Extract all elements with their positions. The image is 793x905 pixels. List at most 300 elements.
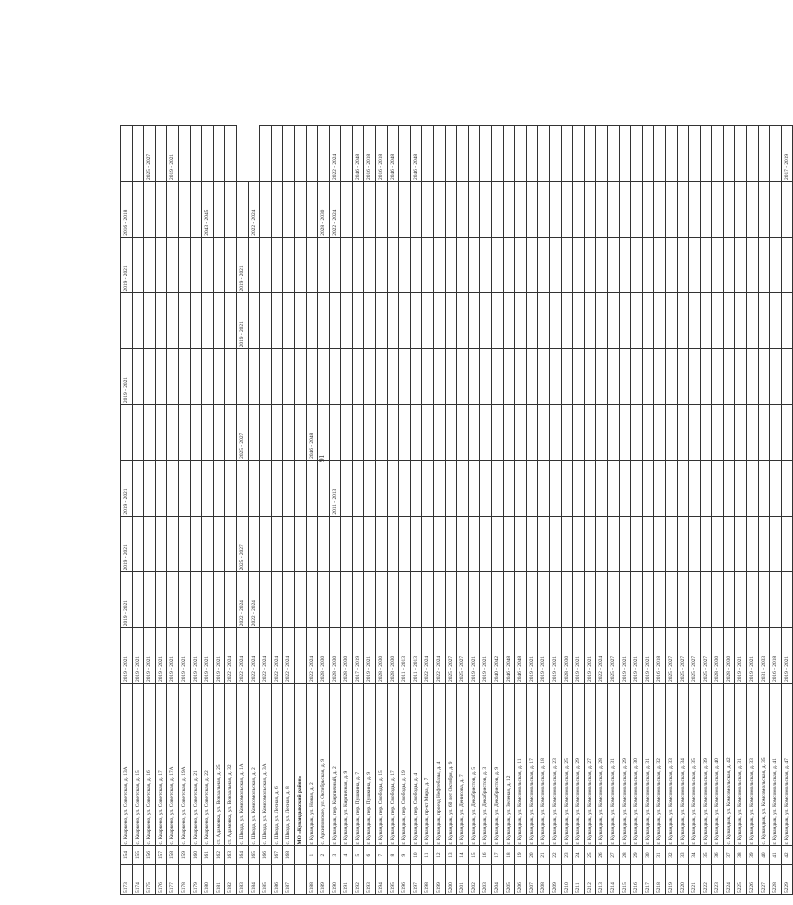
- cell-period: [735, 237, 747, 293]
- cell-period: 2028 - 2030: [712, 628, 724, 684]
- table-row: [584, 126, 596, 895]
- cell-period: [654, 349, 666, 405]
- cell-period: [283, 293, 295, 349]
- cell-row-number: 9: [399, 846, 411, 864]
- cell-record-id: 5202: [468, 864, 480, 894]
- cell-period: [538, 237, 550, 293]
- cell-period: [190, 181, 202, 237]
- table-row: [480, 126, 492, 895]
- cell-period: [341, 572, 353, 628]
- cell-period: [318, 572, 330, 628]
- cell-address: с. Шкода, ул. Комсомольская, д. 2: [248, 683, 260, 846]
- cell-period: [758, 405, 770, 461]
- cell-record-id: 5216: [631, 864, 643, 894]
- cell-period: 2028 - 2030: [329, 628, 341, 684]
- cell-period: [457, 516, 469, 572]
- table-row: [121, 126, 133, 895]
- cell-period: [190, 126, 202, 182]
- cell-period: 2019 - 2021: [549, 628, 561, 684]
- cell-address: с. Кваркено, ул. Советская, д. 16: [144, 683, 156, 846]
- cell-period: [260, 460, 272, 516]
- cell-period: [387, 237, 399, 293]
- cell-period: [677, 460, 689, 516]
- cell-period: [294, 181, 306, 237]
- cell-period: [329, 405, 341, 461]
- cell-address: г. Кувандык, ул. Кирпичная, д. 9: [341, 683, 353, 846]
- cell-period: [434, 237, 446, 293]
- cell-period: [260, 293, 272, 349]
- cell-record-id: 5174: [132, 864, 144, 894]
- cell-address: г. Кувандык, ул. Комсомольская, д. 28: [596, 683, 608, 846]
- cell-row-number: 2: [318, 846, 330, 864]
- cell-period: [573, 349, 585, 405]
- table-row: [318, 126, 330, 895]
- cell-period: [306, 126, 318, 182]
- cell-period: 2019 - 2021: [747, 628, 759, 684]
- table-row: [144, 126, 156, 895]
- cell-period: [155, 181, 167, 237]
- cell-period: 2019 - 2021: [121, 572, 133, 628]
- cell-period: [584, 405, 596, 461]
- cell-period: [364, 405, 376, 461]
- cell-period: 2019 - 2021: [236, 237, 248, 293]
- cell-period: [445, 460, 457, 516]
- cell-period: [689, 349, 701, 405]
- cell-period: [526, 516, 538, 572]
- cell-period: [387, 293, 399, 349]
- cell-record-id: 5180: [202, 864, 214, 894]
- cell-record-id: 5196: [399, 864, 411, 894]
- table-row: [747, 126, 759, 895]
- cell-period: [399, 349, 411, 405]
- table-row: [573, 126, 585, 895]
- cell-record-id: 5210: [561, 864, 573, 894]
- cell-period: 2022 - 2024: [271, 628, 283, 684]
- table-row: [341, 126, 353, 895]
- cell-period: [318, 405, 330, 461]
- cell-record-id: 5203: [480, 864, 492, 894]
- cell-period: [376, 516, 388, 572]
- cell-period: [712, 572, 724, 628]
- cell-period: [167, 516, 179, 572]
- cell-period: [526, 405, 538, 461]
- cell-period: 2019 - 2021: [781, 628, 793, 684]
- cell-period: [167, 460, 179, 516]
- cell-period: [155, 349, 167, 405]
- cell-period: [318, 516, 330, 572]
- cell-row-number: 166: [260, 846, 272, 864]
- cell-period: [167, 237, 179, 293]
- cell-period: [144, 349, 156, 405]
- cell-period: [294, 516, 306, 572]
- cell-period: [329, 293, 341, 349]
- cell-row-number: 12: [434, 846, 446, 864]
- cell-period: [225, 405, 237, 461]
- cell-period: [480, 572, 492, 628]
- cell-record-id: 5195: [387, 864, 399, 894]
- cell-period: [723, 405, 735, 461]
- cell-period: 2017 - 2019: [352, 628, 364, 684]
- cell-period: [700, 293, 712, 349]
- cell-period: [167, 572, 179, 628]
- table-row: [468, 126, 480, 895]
- cell-period: 2025 - 2027: [236, 516, 248, 572]
- cell-row-number: 40: [758, 846, 770, 864]
- cell-period: [434, 293, 446, 349]
- cell-period: [723, 181, 735, 237]
- cell-address: с. Кваркено, ул. Советская, д. 17А: [167, 683, 179, 846]
- cell-period: [654, 181, 666, 237]
- cell-period: [260, 349, 272, 405]
- cell-period: [329, 516, 341, 572]
- cell-record-id: 5186: [271, 864, 283, 894]
- cell-period: 2046 - 2048: [306, 405, 318, 461]
- cell-period: [503, 126, 515, 182]
- cell-period: [503, 237, 515, 293]
- cell-row-number: 26: [596, 846, 608, 864]
- cell-period: [735, 572, 747, 628]
- cell-period: [271, 349, 283, 405]
- cell-period: [410, 516, 422, 572]
- cell-period: 2028 - 2030: [723, 628, 735, 684]
- cell-period: [422, 293, 434, 349]
- cell-period: [503, 405, 515, 461]
- cell-period: [492, 237, 504, 293]
- cell-period: [283, 237, 295, 293]
- cell-period: 2025 - 2027: [236, 405, 248, 461]
- cell-period: [700, 126, 712, 182]
- cell-period: [480, 293, 492, 349]
- cell-record-id: 5223: [712, 864, 724, 894]
- cell-period: [434, 460, 446, 516]
- table-row: [410, 126, 422, 895]
- cell-period: [155, 126, 167, 182]
- cell-period: 2028 - 2030: [376, 628, 388, 684]
- cell-period: [410, 460, 422, 516]
- cell-address: с. Шкода, ул. Лесная, д. 6: [271, 683, 283, 846]
- cell-period: [677, 237, 689, 293]
- cell-period: [236, 349, 248, 405]
- cell-period: [294, 460, 306, 516]
- cell-period: 2019 - 2021: [167, 628, 179, 684]
- cell-period: [654, 516, 666, 572]
- cell-period: [271, 293, 283, 349]
- cell-record-id: 5226: [747, 864, 759, 894]
- cell-period: [723, 516, 735, 572]
- cell-period: 2022 - 2024: [283, 628, 295, 684]
- cell-period: [399, 126, 411, 182]
- schedule-table: [120, 125, 793, 895]
- cell-period: [758, 181, 770, 237]
- cell-period: [318, 349, 330, 405]
- cell-period: [492, 126, 504, 182]
- cell-period: [352, 349, 364, 405]
- cell-period: [723, 126, 735, 182]
- cell-record-id: 5194: [376, 864, 388, 894]
- cell-address: г. Кувандык, проезд Нефтебазы, д. 4: [434, 683, 446, 846]
- cell-record-id: 5217: [642, 864, 654, 894]
- cell-period: [248, 349, 260, 405]
- cell-period: [654, 572, 666, 628]
- cell-period: 2011 - 2013: [410, 628, 422, 684]
- cell-period: [631, 181, 643, 237]
- cell-period: [631, 460, 643, 516]
- table-row: [503, 126, 515, 895]
- cell-period: [677, 516, 689, 572]
- cell-period: [364, 516, 376, 572]
- cell-period: [144, 293, 156, 349]
- cell-period: [318, 237, 330, 293]
- cell-period: 2019 - 2021: [364, 628, 376, 684]
- cell-period: [132, 349, 144, 405]
- cell-address: г. Кувандык, ул. Декабристов, д. 5: [468, 683, 480, 846]
- cell-record-id: 5214: [607, 864, 619, 894]
- cell-period: [758, 293, 770, 349]
- cell-period: [584, 293, 596, 349]
- cell-period: [236, 460, 248, 516]
- cell-period: 2046 - 2048: [387, 126, 399, 182]
- cell-period: 2019 - 2021: [538, 628, 550, 684]
- cell-record-id: 5185: [260, 864, 272, 894]
- cell-period: [132, 126, 144, 182]
- cell-row-number: 11: [422, 846, 434, 864]
- cell-period: [445, 405, 457, 461]
- cell-period: 2019 - 2021: [167, 126, 179, 182]
- cell-period: [631, 237, 643, 293]
- cell-period: [631, 405, 643, 461]
- cell-period: [225, 516, 237, 572]
- cell-record-id: 5187: [283, 864, 295, 894]
- cell-period: [584, 460, 596, 516]
- cell-period: [364, 572, 376, 628]
- cell-period: [341, 460, 353, 516]
- cell-record-id: 5218: [654, 864, 666, 894]
- cell-period: [376, 293, 388, 349]
- cell-period: [399, 460, 411, 516]
- cell-period: [167, 405, 179, 461]
- cell-period: [723, 460, 735, 516]
- cell-period: [364, 181, 376, 237]
- cell-period: [294, 405, 306, 461]
- cell-period: 2019 - 2021: [619, 628, 631, 684]
- cell-period: 2022 - 2024: [236, 628, 248, 684]
- cell-period: [132, 572, 144, 628]
- table-row: [549, 126, 561, 895]
- cell-period: [422, 516, 434, 572]
- cell-period: [573, 516, 585, 572]
- cell-period: 2022 - 2024: [260, 628, 272, 684]
- cell-record-id: 5197: [410, 864, 422, 894]
- table-row: [526, 126, 538, 895]
- cell-period: [399, 237, 411, 293]
- cell-period: 2022 - 2024: [248, 572, 260, 628]
- cell-period: [190, 405, 202, 461]
- cell-period: 2019 - 2021: [155, 628, 167, 684]
- cell-period: [561, 516, 573, 572]
- cell-period: [723, 349, 735, 405]
- schedule-table-rotated: [120, 125, 790, 895]
- cell-period: [758, 572, 770, 628]
- cell-period: [178, 181, 190, 237]
- cell-record-id: 5173: [121, 864, 133, 894]
- table-row: [364, 126, 376, 895]
- cell-record-id: 5178: [178, 864, 190, 894]
- cell-period: [735, 293, 747, 349]
- cell-period: [561, 405, 573, 461]
- table-row: [689, 126, 701, 895]
- cell-period: [480, 237, 492, 293]
- cell-period: [758, 237, 770, 293]
- cell-period: [631, 126, 643, 182]
- cell-row-number: 28: [619, 846, 631, 864]
- cell-period: [619, 516, 631, 572]
- cell-period: 2019 - 2021: [121, 460, 133, 516]
- cell-period: [642, 237, 654, 293]
- cell-row-number: 21: [538, 846, 550, 864]
- cell-period: [503, 572, 515, 628]
- cell-row-number: 27: [607, 846, 619, 864]
- cell-record-id: 5204: [492, 864, 504, 894]
- cell-period: [631, 572, 643, 628]
- cell-period: 2019 - 2021: [178, 628, 190, 684]
- cell-row-number: 160: [190, 846, 202, 864]
- cell-record-id: 5181: [213, 864, 225, 894]
- cell-period: [712, 516, 724, 572]
- cell-row-number: 22: [549, 846, 561, 864]
- cell-period: [549, 126, 561, 182]
- cell-period: [758, 349, 770, 405]
- cell-period: 2028 - 2030: [387, 628, 399, 684]
- cell-address: г. Кувандык, ул. Комсомольская, д. 31: [642, 683, 654, 846]
- cell-period: [619, 460, 631, 516]
- cell-period: 2019 - 2021: [144, 628, 156, 684]
- cell-period: [596, 460, 608, 516]
- cell-period: [468, 181, 480, 237]
- cell-record-id: 5188: [306, 864, 318, 894]
- cell-period: 2022 - 2024: [329, 181, 341, 237]
- cell-period: [607, 349, 619, 405]
- cell-record-id: 5199: [434, 864, 446, 894]
- cell-period: [202, 516, 214, 572]
- cell-period: [515, 126, 527, 182]
- cell-period: [445, 349, 457, 405]
- cell-address: г. Кувандык, ул. Денисова, д. 7: [457, 683, 469, 846]
- cell-period: [248, 237, 260, 293]
- cell-period: [747, 237, 759, 293]
- cell-period: [480, 181, 492, 237]
- table-row: [515, 126, 527, 895]
- table-row: [781, 126, 793, 895]
- cell-period: [329, 237, 341, 293]
- cell-row-number: 32: [665, 846, 677, 864]
- cell-period: [178, 460, 190, 516]
- cell-period: [712, 405, 724, 461]
- cell-period: 2019 - 2021: [121, 516, 133, 572]
- cell-period: [607, 460, 619, 516]
- cell-row-number: 29: [631, 846, 643, 864]
- cell-row-number: 13: [445, 846, 457, 864]
- cell-period: 2025 - 2027: [689, 628, 701, 684]
- cell-period: [654, 126, 666, 182]
- cell-period: [677, 405, 689, 461]
- cell-period: [735, 405, 747, 461]
- cell-row-number: 34: [689, 846, 701, 864]
- cell-row-number: 19: [515, 846, 527, 864]
- cell-period: 2043 - 2045: [202, 181, 214, 237]
- cell-period: [434, 516, 446, 572]
- cell-period: [677, 181, 689, 237]
- cell-record-id: 5198: [422, 864, 434, 894]
- cell-period: [202, 460, 214, 516]
- cell-period: 2019 - 2021: [573, 628, 585, 684]
- cell-period: [607, 572, 619, 628]
- cell-period: [654, 405, 666, 461]
- cell-period: [573, 237, 585, 293]
- cell-period: [654, 460, 666, 516]
- cell-period: [503, 460, 515, 516]
- table-row: [561, 126, 573, 895]
- cell-period: [283, 572, 295, 628]
- cell-period: [549, 572, 561, 628]
- cell-period: [781, 293, 793, 349]
- cell-record-id: 5182: [225, 864, 237, 894]
- table-row: [712, 126, 724, 895]
- cell-address: г. Кувандык, ул. 60 лет Октября, д. 9: [445, 683, 457, 846]
- cell-address: ст. Адамовка, ул. Вокзальная, д. 25: [213, 683, 225, 846]
- cell-period: [260, 181, 272, 237]
- cell-period: 2022 - 2024: [596, 628, 608, 684]
- cell-period: [631, 516, 643, 572]
- cell-record-id: 5177: [167, 864, 179, 894]
- cell-address: с. Кваркено, ул. Советская, д. 17: [155, 683, 167, 846]
- cell-period: [468, 349, 480, 405]
- cell-period: [352, 293, 364, 349]
- cell-period: 2028 - 2030: [318, 628, 330, 684]
- cell-period: [712, 349, 724, 405]
- cell-period: 2025 - 2027: [665, 628, 677, 684]
- cell-period: [758, 460, 770, 516]
- cell-period: [364, 237, 376, 293]
- cell-period: 2011 - 2013: [399, 628, 411, 684]
- cell-period: [607, 405, 619, 461]
- cell-period: 2025 - 2027: [144, 126, 156, 182]
- cell-period: [526, 237, 538, 293]
- table-row: [596, 126, 608, 895]
- cell-period: 2022 - 2024: [225, 628, 237, 684]
- cell-row-number: 158: [167, 846, 179, 864]
- cell-period: [144, 516, 156, 572]
- cell-period: [700, 349, 712, 405]
- cell-period: [260, 237, 272, 293]
- cell-period: [665, 181, 677, 237]
- cell-row-number: 15: [468, 846, 480, 864]
- cell-row-number: 1: [306, 846, 318, 864]
- cell-record-id: 5219: [665, 864, 677, 894]
- cell-record-id: 5207: [526, 864, 538, 894]
- cell-period: [468, 293, 480, 349]
- cell-period: [294, 293, 306, 349]
- cell-row-number: 162: [213, 846, 225, 864]
- cell-period: [399, 516, 411, 572]
- cell-period: [526, 293, 538, 349]
- cell-period: [573, 126, 585, 182]
- table-row: [387, 126, 399, 895]
- cell-period: [271, 572, 283, 628]
- cell-period: [665, 405, 677, 461]
- cell-period: 2046 - 2048: [515, 628, 527, 684]
- table-row: [283, 126, 295, 895]
- cell-period: [723, 237, 735, 293]
